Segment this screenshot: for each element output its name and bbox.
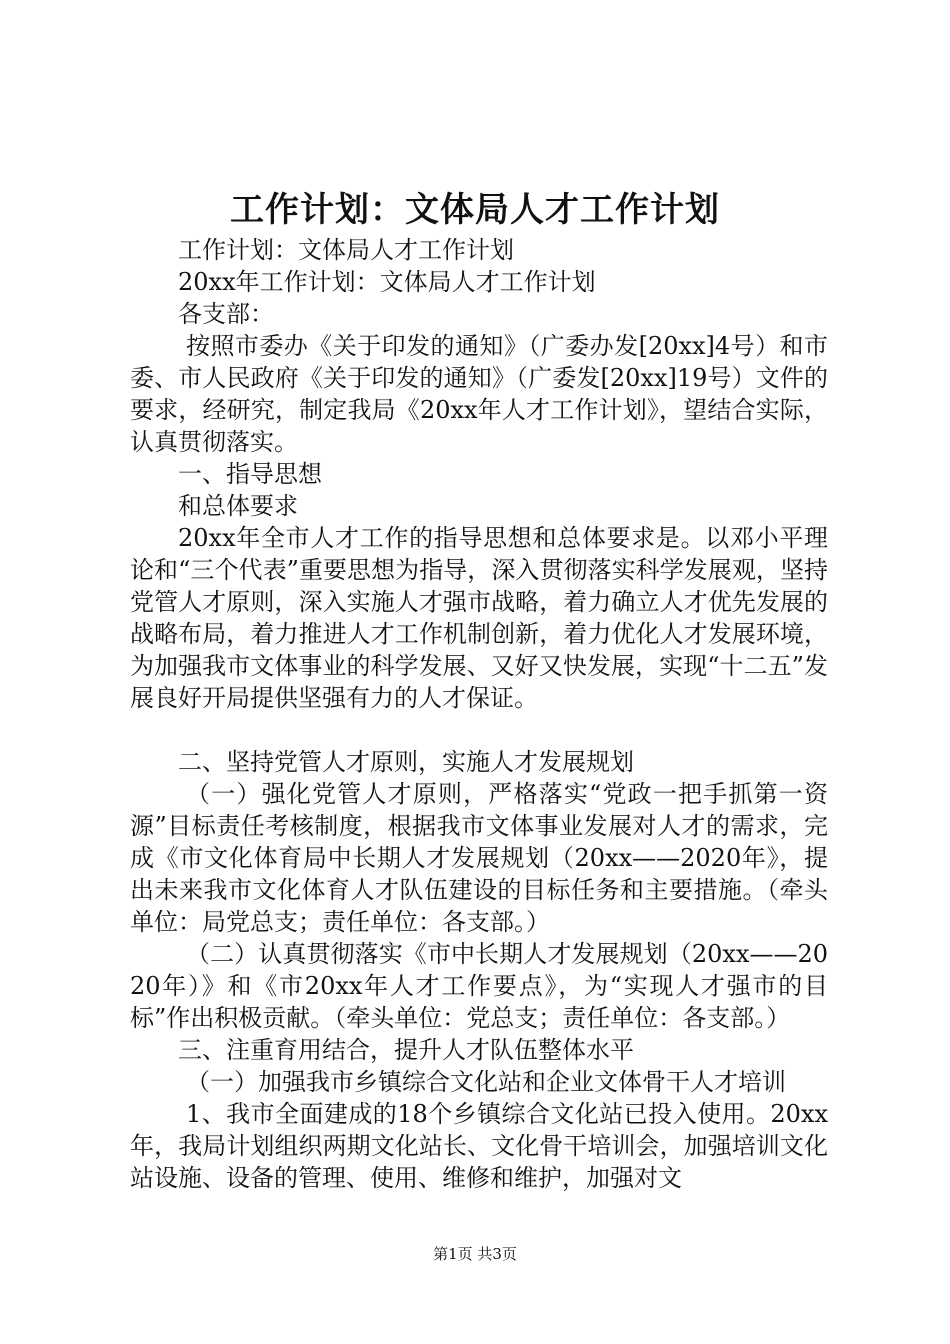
paragraph-3-1-1: 1、我市全面建成的18个乡镇综合文化站已投入使用。20xx年，我局计划组织两期文化站长、文化骨干培训会，加强培训文化站设施、设备的管理、使用、维修和维护，加强对文 [130, 1100, 828, 1192]
section-heading-2: 二、坚持党管人才原则，实施人才发展规划 [178, 748, 634, 776]
paragraph-subtitle: 工作计划：文体局人才工作计划 [178, 236, 514, 264]
paragraph-2-2: （二）认真贯彻落实《市中长期人才发展规划（20xx——2020年）》和《市20xx年人才工作要点》，为“实现人才强市的目标”作出积极贡献。（牵头单位：党总支；责任单位：各支部。） [130, 940, 828, 1032]
paragraph-plan-heading: 20xx年工作计划：文体局人才工作计划 [178, 268, 596, 296]
paragraph-guiding-thought: 20xx年全市人才工作的指导思想和总体要求是。以邓小平理论和“三个代表”重要思想为指导，深入贯彻落实科学发展观，坚持党管人才原则，深入实施人才强市战略，着力确立人才优先发展的战略布局，着力推进人才工作机制创新，着力优化人才发展环境，为加强我市文体事业的科学发展、又好又快发展，实现“十二五”发展良好开局提供坚强有力的人才保证。 [130, 524, 828, 712]
paragraph-spacer [130, 714, 828, 746]
document-title: 工作计划：文体局人才工作计划 [230, 190, 720, 230]
page-number-footer: 第1页 共3页 [433, 1245, 517, 1263]
paragraph-intro: 按照市委办《关于印发的通知》（广委办发[20xx]4号）和市委、市人民政府《关于印发的通知》（广委发[20xx]19号）文件的要求，经研究，制定我局《20xx年人才工作计划》，望结合实际，认真贯彻落实。 [130, 332, 828, 456]
subsection-heading-3-1: （一）加强我市乡镇综合文化站和企业文体骨干人才培训 [186, 1068, 786, 1096]
section-heading-1: 一、指导思想 [178, 460, 322, 488]
section-heading-1-continued: 和总体要求 [178, 492, 298, 520]
section-heading-3: 三、注重育用结合，提升人才队伍整体水平 [178, 1036, 634, 1064]
paragraph-salutation: 各支部： [178, 300, 274, 328]
document-body [130, 234, 828, 1194]
paragraph-2-1: （一）强化党管人才原则，严格落实“党政一把手抓第一资源”目标责任考核制度，根据我市文体事业发展对人才的需求，完成《市文化体育局中长期人才发展规划（20xx——2020年》，提出未来我市文化体育人才队伍建设的目标任务和主要措施。（牵头单位：局党总支；责任单位：各支部。） [130, 780, 828, 936]
